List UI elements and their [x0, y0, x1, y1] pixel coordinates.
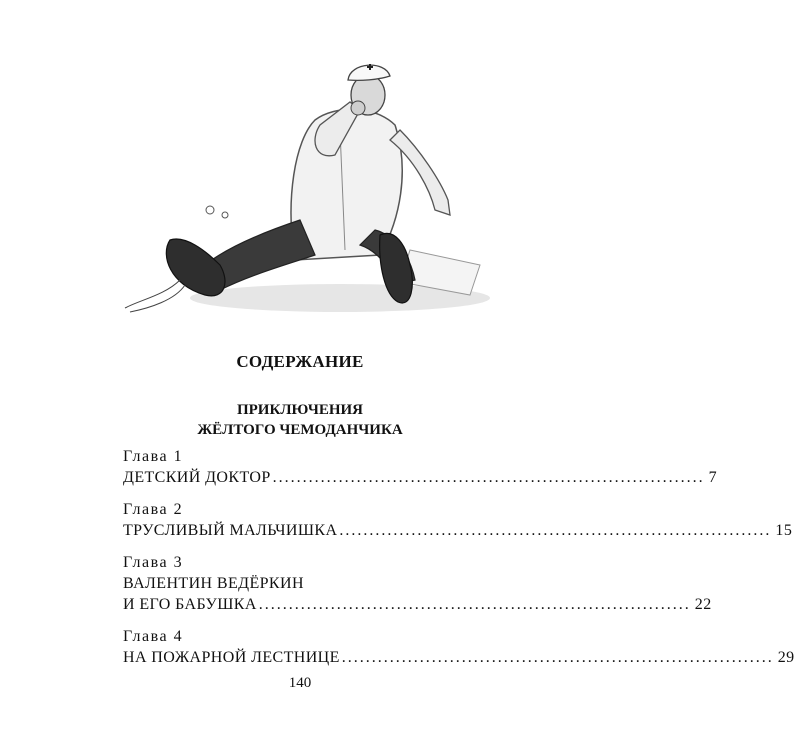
toc-entry-4[interactable]	[123, 626, 795, 668]
contents-heading: СОДЕРЖАНИЕ	[236, 352, 364, 371]
section-title	[0, 400, 600, 440]
chapter-label: Глава 2	[123, 501, 184, 518]
table-of-contents	[123, 446, 795, 679]
chapter-label: Глава 1	[123, 448, 184, 465]
chapter-title: И ЕГО БАБУШКА	[123, 596, 257, 613]
page-ref: 22	[694, 596, 712, 613]
toc-entry-1[interactable]	[123, 446, 718, 488]
chapter-title: НА ПОЖАРНОЙ ЛЕСТНИЦЕ	[123, 649, 340, 666]
chapter-title-line1: ВАЛЕНТИН ВЕДЁРКИН	[123, 575, 304, 592]
leader-dots: ........................................................................	[339, 522, 772, 539]
section-title-line1: ПРИКЛЮЧЕНИЯ	[236, 402, 364, 418]
toc-entry-2[interactable]	[123, 499, 793, 541]
page-number: 140	[288, 675, 312, 691]
doctor-illustration	[110, 50, 500, 330]
chapter-label: Глава 3	[123, 554, 184, 571]
section-title-line2: ЖЁЛТОГО ЧЕМОДАНЧИКА	[197, 422, 403, 438]
leader-dots: ........................................................................	[272, 469, 705, 486]
chapter-title: ДЕТСКИЙ ДОКТОР	[123, 469, 271, 486]
page-ref: 29	[777, 649, 795, 666]
leader-dots: ........................................................................	[258, 596, 691, 613]
page-ref: 15	[775, 522, 793, 539]
chapter-title: ТРУСЛИВЫЙ МАЛЬЧИШКА	[123, 522, 338, 539]
chapter-label: Глава 4	[123, 628, 184, 645]
page-ref: 7	[708, 469, 718, 486]
leader-dots: ........................................................................	[341, 649, 774, 666]
toc-entry-3[interactable]	[123, 552, 712, 615]
